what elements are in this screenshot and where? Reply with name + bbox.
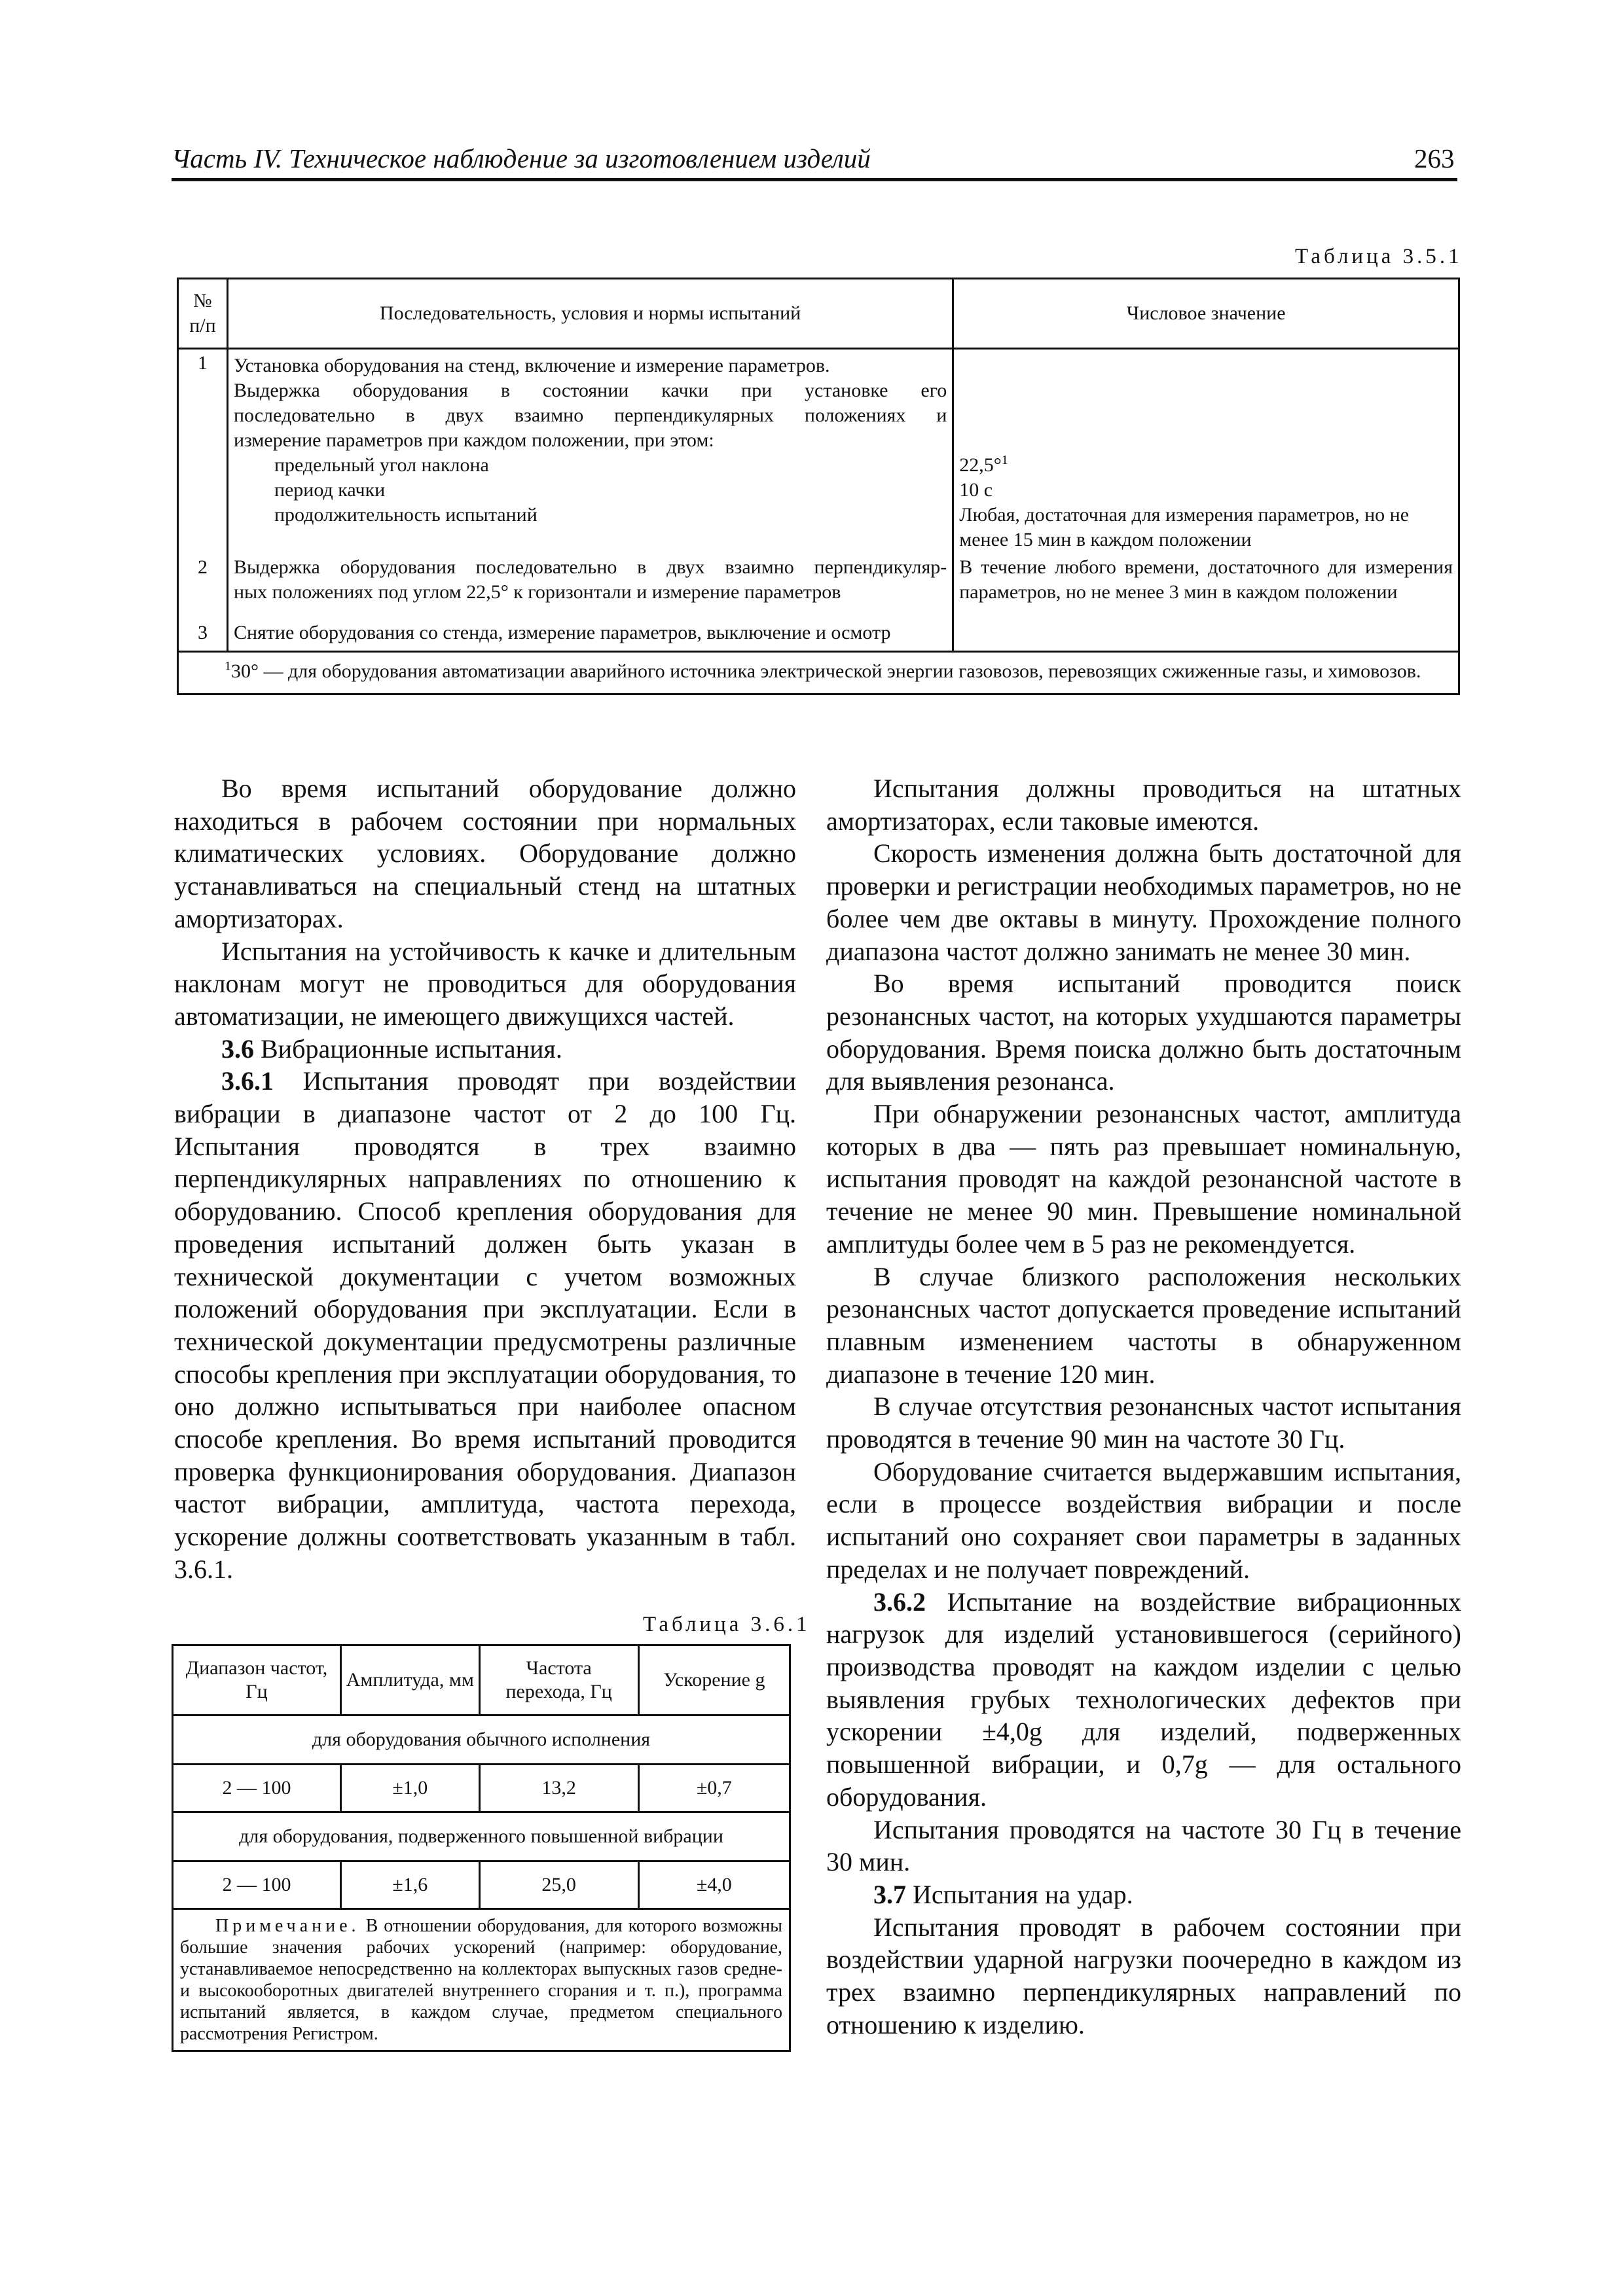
table-row xyxy=(173,1861,790,1909)
cell-acceleration: ±4,0 xyxy=(638,1861,790,1909)
table-351-header-sequence: Последовательность, условия и нормы испытаний xyxy=(227,279,953,349)
param-label: период качки xyxy=(274,479,386,501)
header-crossover-frequency: Частота перехода, Гц xyxy=(479,1645,638,1715)
cell-frequency-range: 2 — 100 xyxy=(173,1765,341,1812)
section-3-7-heading: 3.7 Испытания на удар. xyxy=(873,1879,1133,1909)
header-acceleration: Ускорение g xyxy=(638,1645,790,1715)
table-361-group-row xyxy=(173,1715,790,1765)
paragraph: Испытания на устойчивость к качке и длительным наклонам могут не проводиться для оборудования автоматизации, не имеющего движущихся частей. xyxy=(174,936,796,1031)
value-angle: 22,5°$^1$ xyxy=(959,453,1008,476)
cell-acceleration: ±0,7 xyxy=(638,1765,790,1812)
table-row xyxy=(178,554,1459,619)
value-period: 10 с xyxy=(959,479,993,501)
section-3-6-heading: 3.6 Вибрационные испытания. xyxy=(221,1033,562,1064)
table-row xyxy=(173,1765,790,1812)
row-3-description: Снятие оборудования со стенда, измерение параметров, выключение и осмотр xyxy=(227,619,953,652)
row-number: 3 xyxy=(178,619,228,652)
cell-crossover-frequency: 25,0 xyxy=(479,1861,638,1909)
row-2-value: В течение любого времени, достаточного для измерения параметров, но не менее 3 мин в каждом положении xyxy=(953,554,1459,619)
paragraph: При обнаружении резонансных частот, амплитуда которых в два — пять раз превышает номинальную, испытания проводят на каждой резонансной частоте в течение не менее 90 мин. Превышение номинальной амплитуды более чем в 5 раз не рекомендуется. xyxy=(826,1099,1461,1259)
table-351-caption: Таблица 3.5.1 xyxy=(1295,245,1463,268)
cell-frequency-range: 2 — 100 xyxy=(173,1861,341,1909)
table-361-group-row xyxy=(173,1812,790,1861)
table-351 xyxy=(177,278,1460,695)
running-header-title: Часть IV. Техническое наблюдение за изготовлением изделий xyxy=(172,143,871,173)
table-351-footnote-row xyxy=(178,652,1459,694)
row-1-line: измерение параметров при каждом положении, при этом: xyxy=(233,429,714,451)
note-label: Примечание. xyxy=(215,1916,360,1936)
paragraph: Испытания проводятся на частоте 30 Гц в течение 30 мин. xyxy=(826,1814,1461,1877)
row-2-line: ных положениях под углом 22,5° к горизонтали и измерение параметров xyxy=(233,581,841,603)
table-361-header-row xyxy=(173,1645,790,1715)
paragraph: В случае отсутствия резонансных частот испытания проводятся в течение 90 мин на частоте 30 Гц. xyxy=(826,1391,1461,1454)
group-high-vibration: для оборудования, подверженного повышенной вибрации xyxy=(173,1812,790,1861)
row-number: 1 xyxy=(178,349,228,554)
row-1-line: Выдержка оборудования в состоянии качки при установке его xyxy=(233,380,947,401)
paragraph: Во время испытаний проводится поиск резонансных частот, на которых ухудшаются параметры оборудования. Время поиска должно быть достаточным для выявления резонанса. xyxy=(826,969,1461,1096)
row-2-line: Выдержка оборудования последовательно в двух взаимно перпендикуляр- xyxy=(233,556,947,578)
table-361-caption: Таблица 3.6.1 xyxy=(643,1613,811,1636)
row-number: 2 xyxy=(178,554,228,619)
section-3-6-1: 3.6.1 Испытания проводят при воздействии вибрации в диапазоне частот от 2 до 100 Гц. Испытания проводятся в трех взаимно перпендикулярных направлениях по отношению к оборудованию. Способ крепления оборудования для проведения испытаний должен быть указан в технической документации с учетом возможных положений оборудования при эксплуатации. Если в технической документации предусмотрены различные способы крепления при эксплуатации оборудования, то оно должно испытываться при наиболее опасном способе крепления. Во время испытаний проводится проверка функционирования оборудования. Диапазон частот вибрации, амплитуда, частота перехода, ускорение должны соответствовать указанным в табл. 3.6.1. xyxy=(174,1066,797,1584)
group-normal-design: для оборудования обычного исполнения xyxy=(173,1715,790,1765)
page-number: 263 xyxy=(1414,143,1455,173)
paragraph: В случае близкого расположения нескольких резонансных частот допускается проведение испытаний плавным изменением частоты в обнаруженном диапазоне в течение 120 мин. xyxy=(826,1261,1461,1389)
table-351-header-value: Числовое значение xyxy=(953,279,1459,349)
row-2-description xyxy=(227,554,953,619)
paragraph: Оборудование считается выдержавшим испытания, если в процессе воздействия вибрации и после испытаний оно сохраняет свои параметры в заданных пределах и не получает повреждений. xyxy=(826,1456,1461,1584)
header-frequency-range: Диапазон частот, Гц xyxy=(173,1645,341,1715)
paragraph: Во время испытаний оборудование должно находиться в рабочем состоянии при нормальных климатических условиях. Оборудование должно устанавливаться на специальный стенд на штатных амортизаторах. xyxy=(174,774,796,933)
cell-crossover-frequency: 13,2 xyxy=(479,1765,638,1812)
table-361-note: Примечание. В отношении оборудования, для которого возможны большие значения рабочих ускорений (например: оборудование, устанавливаемое непосредственно на коллекторах выпускных газов средне- и высокооборотных двигателей внутреннего сгорания и т. п.), программа испытаний является, в каждом случае, предметом специального рассмотрения Регистром. xyxy=(173,1909,790,2051)
row-1-line: Установка оборудования на стенд, включение и измерение параметров. xyxy=(233,355,830,376)
cell-amplitude: ±1,6 xyxy=(340,1861,479,1909)
table-row xyxy=(178,349,1459,554)
table-351-header-num: № п/п xyxy=(178,279,228,349)
table-351-header-row xyxy=(178,279,1459,349)
table-361-note-row xyxy=(173,1909,790,2051)
table-row xyxy=(178,619,1459,652)
left-text-column xyxy=(174,772,796,1586)
paragraph: Испытания должны проводиться на штатных амортизаторах, если таковые имеются. xyxy=(826,774,1461,836)
row-1-description xyxy=(227,349,953,554)
table-361 xyxy=(172,1644,791,2052)
cell-amplitude: ±1,0 xyxy=(340,1765,479,1812)
row-3-value xyxy=(953,619,1459,652)
paragraph: Скорость изменения должна быть достаточной для проверки и регистрации необходимых параметров, но не более чем две октавы в минуту. Прохождение полного диапазона частот должно занимать не менее 30 мин. xyxy=(826,838,1461,966)
header-amplitude: Амплитуда, мм xyxy=(340,1645,479,1715)
section-3-6-2: 3.6.2 Испытание на воздействие вибрационных нагрузок для изделий установившегося (серийного) производства проводят на каждом изделии с целью выявления грубых технологических дефектов при ускорении ±4,0g для изделий, подверженных повышенной вибрации, и 0,7g — для остального оборудования. xyxy=(826,1587,1461,1812)
row-1-line: последовательно в двух взаимно перпендикулярных положениях и xyxy=(233,404,947,426)
table-351-footnote: $^1$30° — для оборудования автоматизации аварийного источника электрической энергии газовозов, перевозящих сжиженные газы, и химовозов. xyxy=(178,652,1459,694)
value-duration: Любая, достаточная для измерения параметров, но не менее 15 мин в каждом положении xyxy=(959,504,1410,550)
row-1-values xyxy=(953,349,1459,554)
paragraph: Испытания проводят в рабочем состоянии при воздействии ударной нагрузки поочередно в каждом из трех взаимно перпендикулярных направлений по отношению к изделию. xyxy=(826,1912,1461,2039)
param-label: предельный угол наклона xyxy=(274,454,489,476)
param-label: продолжительность испытаний xyxy=(274,504,538,526)
right-text-column xyxy=(826,772,1461,2041)
header-rule xyxy=(172,178,1457,181)
